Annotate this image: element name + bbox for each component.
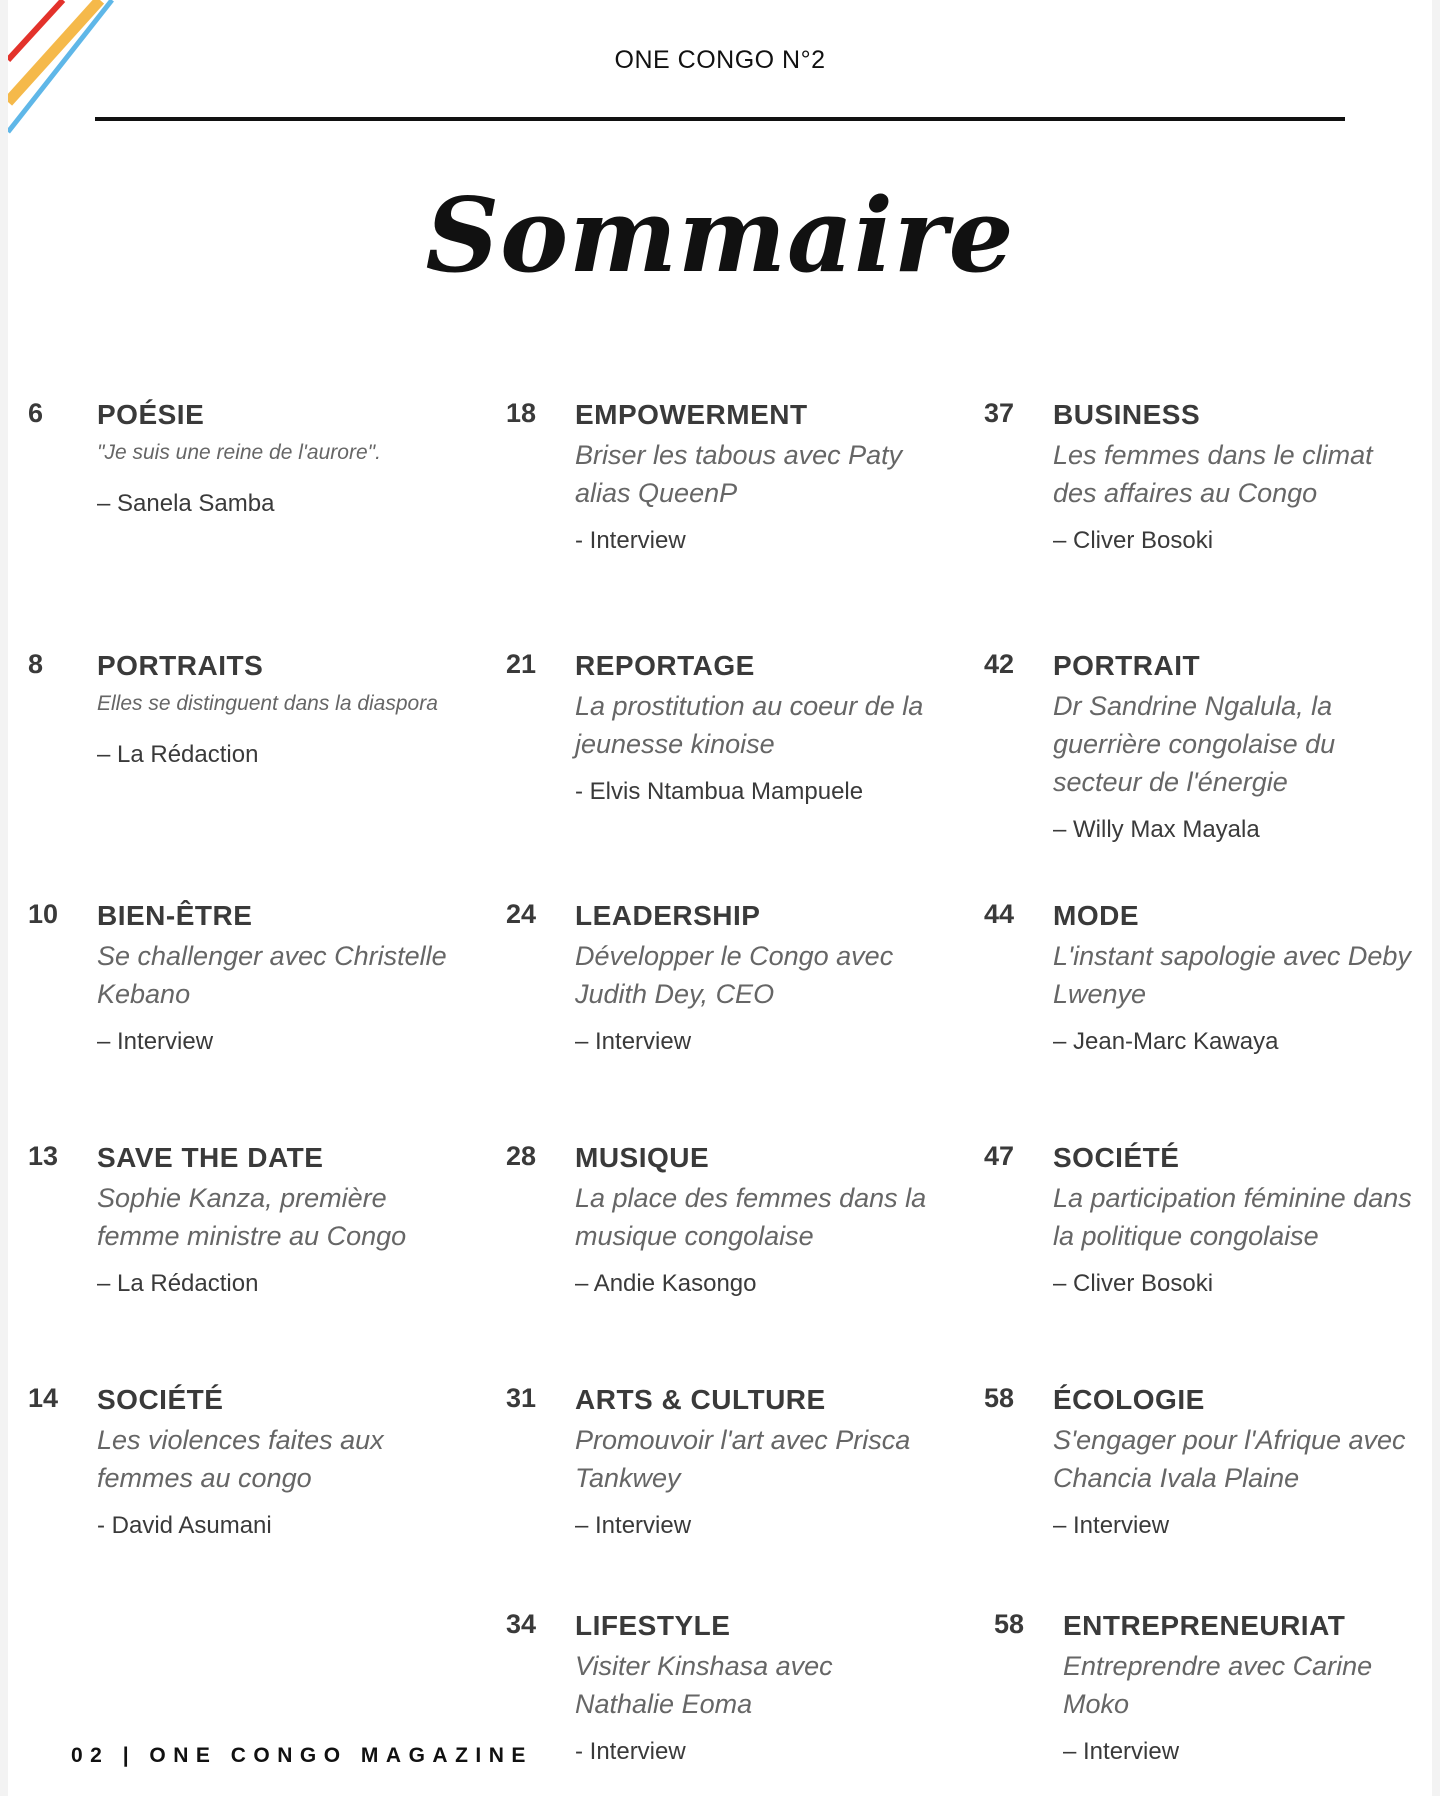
category-title: SOCIÉTÉ	[1053, 1142, 1180, 1173]
category-title: SAVE THE DATE	[97, 1142, 324, 1173]
article-author: – Cliver Bosoki	[1053, 1270, 1214, 1297]
page-number: 37	[984, 398, 1015, 428]
page-number: 8	[28, 649, 44, 679]
page-number: 47	[984, 1141, 1015, 1171]
magazine-page	[8, 0, 1432, 1796]
page-number: 13	[28, 1141, 59, 1171]
page-number: 14	[28, 1383, 59, 1413]
article-author: - David Asumani	[97, 1512, 272, 1539]
category-title: ARTS & CULTURE	[575, 1384, 826, 1415]
article-description: Sophie Kanza, première femme ministre au Congo	[97, 1183, 407, 1251]
page-number: 34	[506, 1609, 537, 1639]
category-title: BIEN-ÊTRE	[97, 900, 253, 931]
article-author: – Interview	[575, 1512, 692, 1539]
category-title: MODE	[1053, 900, 1139, 931]
page-number: 6	[28, 398, 44, 428]
article-author: – Jean-Marc Kawaya	[1053, 1028, 1279, 1055]
category-title: BUSINESS	[1053, 399, 1201, 430]
article-description: La place des femmes dans la musique congolaise	[575, 1183, 927, 1251]
page-number: 28	[506, 1141, 537, 1171]
article-author: – Interview	[1053, 1512, 1170, 1539]
article-description: Briser les tabous avec Paty alias QueenP	[575, 440, 903, 508]
page-number: 58	[994, 1609, 1025, 1639]
article-description: Promouvoir l'art avec Prisca Tankwey	[575, 1425, 911, 1493]
article-description: Développer le Congo avec Judith Dey, CEO	[575, 941, 894, 1009]
category-title: SOCIÉTÉ	[97, 1384, 224, 1415]
page-number: 24	[506, 899, 537, 929]
article-description: Les femmes dans le climat des affaires au Congo	[1053, 440, 1373, 508]
article-author: – Cliver Bosoki	[1053, 527, 1214, 554]
page-number: 42	[984, 649, 1015, 679]
category-title: PORTRAITS	[97, 650, 264, 681]
article-description: La participation féminine dans la politique congolaise	[1053, 1183, 1412, 1251]
article-author: – Interview	[97, 1028, 214, 1055]
page-number: 58	[984, 1383, 1015, 1413]
header-title: ONE CONGO N°2	[614, 46, 826, 74]
category-title: PORTRAIT	[1053, 650, 1201, 681]
article-description: Les violences faites aux femmes au congo	[97, 1425, 384, 1493]
article-author: – Andie Kasongo	[575, 1270, 757, 1297]
page-number: 44	[984, 899, 1015, 929]
category-title: LEADERSHIP	[575, 900, 761, 931]
category-title: ÉCOLOGIE	[1053, 1384, 1205, 1415]
article-description: Se challenger avec Christelle Kebano	[97, 941, 447, 1009]
article-author: – La Rédaction	[97, 741, 259, 768]
article-author: – Interview	[575, 1028, 692, 1055]
article-description: Dr Sandrine Ngalula, la guerrière congolaise du secteur de l'énergie	[1053, 691, 1336, 797]
article-description: Entreprendre avec Carine Moko	[1063, 1651, 1373, 1719]
article-description: "Je suis une reine de l'aurore".	[97, 441, 381, 464]
article-description: Elles se distinguent dans la diaspora	[97, 692, 438, 715]
article-description: S'engager pour l'Afrique avec Chancia Ivala Plaine	[1053, 1425, 1406, 1493]
article-author: – La Rédaction	[97, 1270, 259, 1297]
article-author: - Interview	[575, 527, 686, 554]
article-description: L'instant sapologie avec Deby Lwenye	[1053, 941, 1411, 1009]
article-author: – Sanela Samba	[97, 490, 275, 517]
article-author: – Willy Max Mayala	[1053, 816, 1260, 843]
article-author: - Elvis Ntambua Mampuele	[575, 778, 864, 805]
page-number: 18	[506, 398, 537, 428]
article-author: – Interview	[1063, 1738, 1180, 1765]
category-title: MUSIQUE	[575, 1142, 710, 1173]
category-title: ENTREPRENEURIAT	[1063, 1610, 1346, 1641]
category-title: REPORTAGE	[575, 650, 755, 681]
page-number: 21	[506, 649, 537, 679]
article-description: Visiter Kinshasa avec Nathalie Eoma	[575, 1651, 833, 1719]
category-title: EMPOWERMENT	[575, 399, 808, 430]
category-title: POÉSIE	[97, 399, 205, 430]
page-number: 31	[506, 1383, 537, 1413]
article-author: - Interview	[575, 1738, 686, 1765]
page-number: 10	[28, 899, 59, 929]
article-description: La prostitution au coeur de la jeunesse kinoise	[575, 691, 924, 759]
page-footer: 02 | ONE CONGO MAGAZINE	[71, 1744, 533, 1767]
header-rule	[95, 117, 1345, 121]
category-title: LIFESTYLE	[575, 1610, 731, 1641]
page-title: Sommaire	[425, 176, 1015, 296]
